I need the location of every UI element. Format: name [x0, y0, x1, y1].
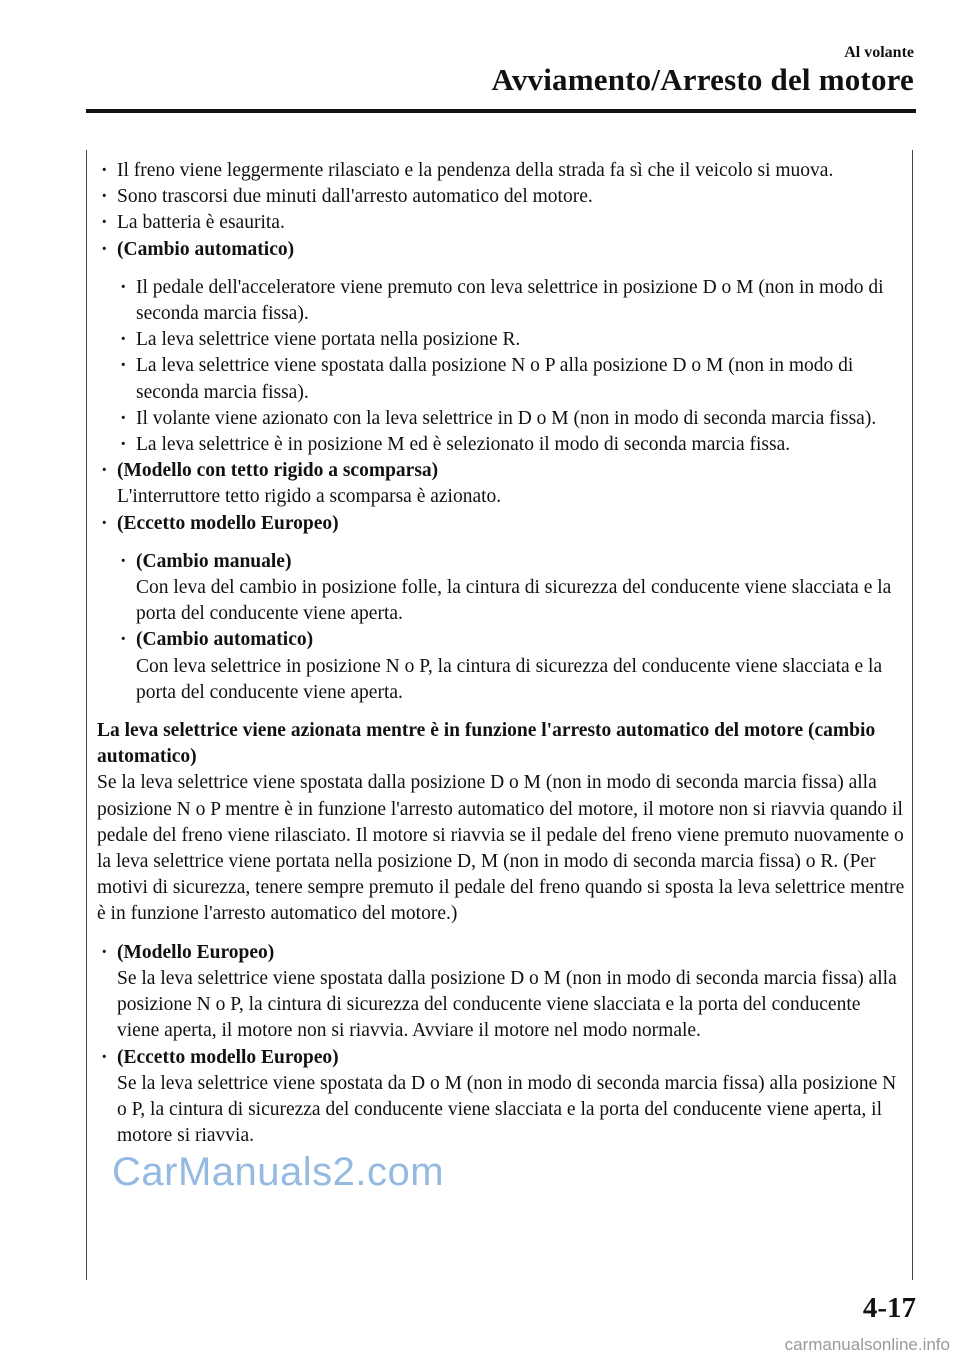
page-number: 4-17 [862, 1292, 916, 1324]
list-item-heading: · (Eccetto modello Europeo) [97, 511, 905, 537]
list-item-heading: · (Eccetto modello Europeo) [97, 1045, 905, 1071]
left-margin-rule [86, 150, 87, 1280]
list-item-text: Se la leva selettrice viene spostata da D o M (non in modo di seconda marcia fissa) alla posizione N o P, la cintura di sicurezza del conducente viene slacciata e la porta del conducente viene aperta, il motore si riavvia. [117, 1072, 897, 1147]
header-rule [86, 109, 916, 113]
list-item: · La batteria è esaurita. [97, 210, 905, 236]
page-title: Avviamento/Arresto del motore [491, 62, 914, 97]
sub-list-heading: · (Cambio manuale) [97, 549, 905, 575]
section-body: Se la leva selettrice viene spostata dalla posizione D o M (non in modo di seconda marcia fissa) alla posizione N o P mentre è in funzione l'arresto automatico del motore, il motore non si riavvia quando il pedale del freno viene rilasciato. Il motore si riavvia se il pedale del freno viene premuto nuovamente o la leva selettrice viene portata nella posizione D, M (non in modo di seconda marcia fissa) o R. (Per motivi di sicurezza, tenere sempre premuto il pedale del freno quando si sposta la leva selettrice mentre è in funzione l'arresto automatico del motore.) [97, 772, 905, 925]
list-item-text: Se la leva selettrice viene spostata dalla posizione D o M (non in modo di seconda marcia fissa) alla posizione N o P, la cintura di sicurezza del conducente viene slacciata e la porta del conducente viene aperta, il motore non si riavvia. Avviare il motore nel modo normale. [117, 967, 897, 1042]
list-item-text: L'interruttore tetto rigido a scomparsa è azionato. [117, 486, 502, 508]
sub-list-text: Con leva del cambio in posizione folle, la cintura di sicurezza del conducente viene slacciata e la porta del conducente viene aperta. [136, 577, 892, 625]
sub-list-item: · La leva selettrice viene spostata dalla posizione N o P alla posizione D o M (non in modo di seconda marcia fissa). [97, 353, 905, 405]
list-item-heading: · (Cambio automatico) [97, 237, 905, 263]
sub-list-item: · La leva selettrice viene portata nella posizione R. [97, 327, 905, 353]
footer-watermark: carmanualsonline.info [784, 1335, 950, 1354]
section-heading: La leva selettrice viene azionata mentre è in funzione l'arresto automatico del motore (cambio automatico) [97, 720, 876, 768]
sub-list-item: · Il volante viene azionato con la leva selettrice in D o M (non in modo di seconda marcia fissa). [97, 406, 905, 432]
sub-list-item: · Il pedale dell'acceleratore viene premuto con leva selettrice in posizione D o M (non in modo di seconda marcia fissa). [97, 275, 905, 327]
right-margin-rule [912, 150, 913, 1280]
list-item: · Sono trascorsi due minuti dall'arresto automatico del motore. [97, 184, 905, 210]
sub-list-item: · La leva selettrice è in posizione M ed è selezionato il modo di seconda marcia fissa. [97, 432, 905, 458]
sub-list-text: Con leva selettrice in posizione N o P, la cintura di sicurezza del conducente viene slacciata e la porta del conducente viene aperta. [136, 655, 883, 703]
watermark: CarManuals2.com [112, 1150, 445, 1194]
content-body [97, 158, 905, 1149]
sub-list-heading: · (Cambio automatico) [97, 627, 905, 653]
header-section-label: Al volante [844, 44, 914, 61]
list-item-heading: · (Modello Europeo) [97, 940, 905, 966]
list-item: · Il freno viene leggermente rilasciato e la pendenza della strada fa sì che il veicolo si muova. [97, 158, 905, 184]
list-item-heading: · (Modello con tetto rigido a scomparsa) [97, 458, 905, 484]
